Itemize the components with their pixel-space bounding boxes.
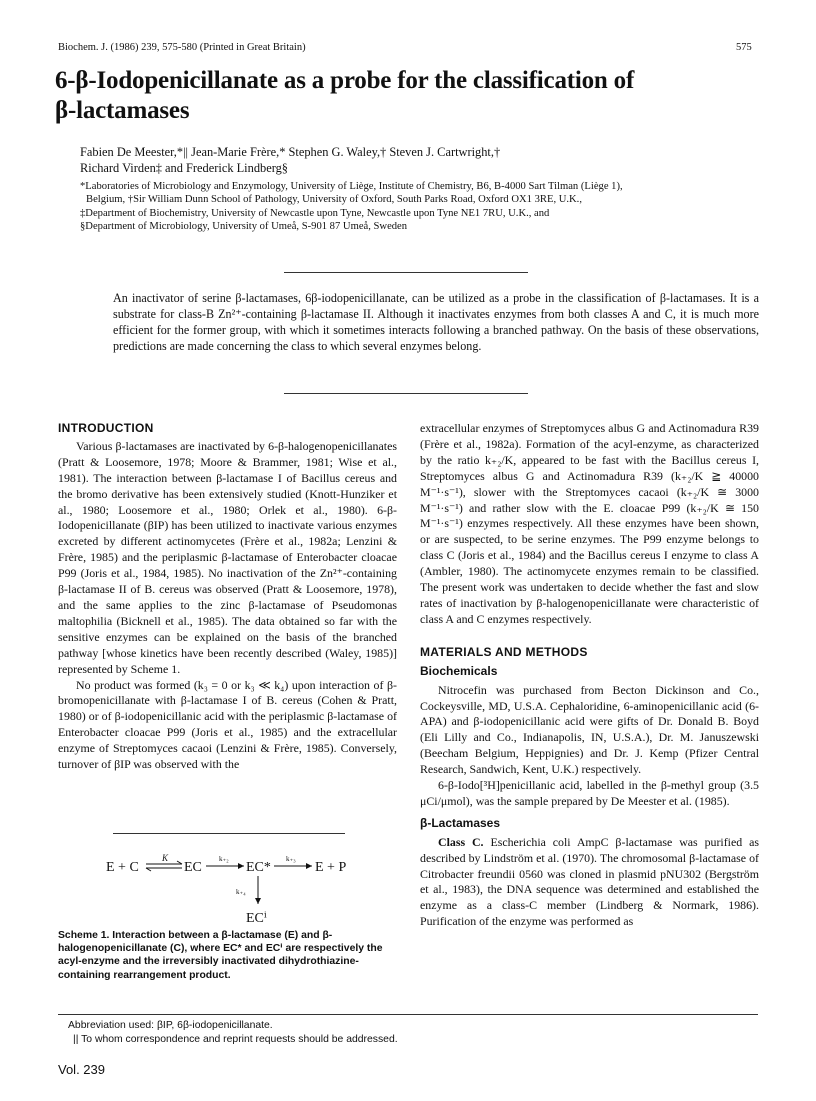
title-line-2: β-lactamases: [55, 97, 190, 124]
affiliation-line: Belgium, †Sir William Dunn School of Pathology, University of Oxford, South Parks Road, Oxford OX1 3RE, U.K.,: [86, 194, 582, 206]
right-column: [420, 421, 759, 930]
scheme-k-label: K: [162, 853, 169, 863]
intro-paragraph-1: Various β-lactamases are inactivated by 6-β-halogenopenicillanates (Pratt & Loosemore, 1978; Moore & Brammer, 1981; Wise et al., 1981). The interaction between β-lactamase I of Bacillus cereus and the bromo derivative has been extensively studied (Knott-Hunziker et al., 1980; Loosemore et al., 1980; Orlek et al., 1980). 6-β-Iodopenicillanate (βIP) has been utilized to inactivate various enzymes excreted by different actinomycetes (Frère et al., 1982a; Lenzini & Frère, 1985) and the periplasmic β-lactamase of Enterobacter cloacae P99 (Joris et al., 1984, 1985). No inactivation of the Zn²⁺-containing β-lactamase II of B. cereus was observed (Pratt & Loosemore, 1978), and the same applies to the zinc β-lactamase of Pseudomonas maltophilia (Bicknell et al., 1985). The data obtained so far with the sensitive enzymes can be explained on the basis of the branched pathway [whose kinetics have been recently described (Waley, 1985)] represented by Scheme 1.: [58, 438, 397, 676]
class-c-label: Class C.: [438, 834, 484, 849]
author-list: [80, 144, 770, 176]
subheading-beta-lactamases: β-Lactamases: [420, 815, 501, 830]
methods-paragraph-3: [420, 835, 759, 930]
paper-title: [55, 66, 755, 126]
page-number: 575: [736, 42, 752, 53]
scheme-1-caption: [58, 929, 400, 982]
scheme-ec-star: EC*: [246, 860, 271, 875]
left-column: [58, 421, 397, 773]
scheme-turnover-arrowhead: [306, 863, 312, 869]
methods-paragraph-2: 6-β-Iodo[³H]penicillanic acid, labelled in the β-methyl group (3.5 μCi/μmol), was the sample prepared by De Meester et al. (1985).: [420, 778, 759, 808]
methods-paragraph-1: Nitrocefin was purchased from Becton Dickinson and Co., Cockeysville, MD, U.S.A. Cephaloridine, 6-aminopenicillanic acid (6-APA) and β-iodopenicillanic acid were gifts of Dr. Donald B. Boyd (Eli Lilly and Co., Indianapolis, IN, U.S.A.), Dr. M. Januszewski (Beecham Belgium, Heppignies) and Dr. J. Kemp (Pfizer Central Research, Sandwich, Kent, U.K.) respectively.: [420, 682, 759, 777]
intro-paragraph-2: No product was formed (k₃ = 0 or k₃ ≪ k₄) upon interaction of β-bromopenicillanate with β-lactamase I of B. cereus (Cohen & Pratt, 1980) or of β-iodopenicillanic acid with the periplasmic β-lactamase of Enterobacter cloacae P99 (Joris et al., 1985) and the extracellular enzyme of Streptomyces cacaoi (Lenzini & Frère, 1985). Conversely, turnover of βIP was observed with the: [58, 677, 397, 772]
scheme-k2-label: k₊₂: [219, 855, 229, 863]
section-heading-methods: MATERIALS AND METHODS: [420, 644, 588, 659]
affiliations: [80, 180, 780, 234]
author-line-2: Richard Virden‡ and Frederick Lindberg§: [80, 161, 289, 175]
scheme-e-plus-p: E + P: [315, 860, 347, 875]
section-heading-introduction: INTRODUCTION: [58, 421, 154, 435]
scheme-rule: [113, 833, 345, 834]
scheme-1-diagram: [96, 842, 402, 926]
class-c-text: Escherichia coli AmpC β-lactamase was purified as described by Lindström et al. (1970). The chromosomal β-lactamase of Citrobacter freundii 0560 was cloned in plasmid pNU302 (Bergström et al., 1983), the DNA sequence was determined and established the enzyme as a class-C member (Lindberg & Normark, 1986). Purification of the enzyme was performed as: [420, 834, 759, 929]
caption-label: Scheme 1.: [58, 930, 110, 941]
footnote-rule: [58, 1014, 758, 1015]
scheme-k4-label: k₊₄: [236, 888, 246, 896]
caption-text: Interaction between a β-lactamase (E) and β-halogenopenicillanate (C), where EC* and ECⁱ are respectively the acyl-enzyme and the irreversibly inactivated dihydrothiazine-containing rearrangement product.: [58, 930, 383, 981]
footnote-abbreviation: Abbreviation used: βIP, 6β-iodopenicillanate.: [68, 1020, 273, 1031]
abstract-rule-top: [284, 272, 528, 273]
scheme-e-plus-c: E + C: [106, 860, 139, 875]
scheme-ec: EC: [184, 860, 202, 875]
subheading-biochemicals: Biochemicals: [420, 663, 498, 678]
scheme-k3-label: k₊₃: [286, 855, 296, 863]
scheme-inactivation-arrowhead: [255, 898, 261, 904]
abstract: An inactivator of serine β-lactamases, 6β-iodopenicillanate, can be utilized as a probe in the classification of β-lactamases. It is a substrate for class-B Zn²⁺-containing β-lactamase II. Although it inactivates enzymes from both classes A and C, it is much more efficient for the former group, with which it sometimes interacts following a branched pathway. On the basis of these observations, predictions are made concerning the class to which several enzymes belong.: [113, 291, 759, 353]
scheme-acylation-arrowhead: [238, 863, 244, 869]
affiliation-line: *Laboratories of Microbiology and Enzymology, University of Liège, Institute of Chemistry, B6, B-4000 Sart Tilman (Liège 1),: [80, 181, 623, 192]
abstract-rule-bottom: [284, 393, 528, 394]
volume-label: Vol. 239: [58, 1062, 105, 1077]
scheme-ec-i: ECⁱ: [246, 911, 267, 926]
affiliation-line: ‡Department of Biochemistry, University of Newcastle upon Tyne, Newcastle upon Tyne NE1 7RU, U.K., and: [80, 207, 550, 219]
affiliation-line: §Department of Microbiology, University of Umeå, S-901 87 Umeå, Sweden: [80, 221, 408, 233]
author-line-1: Fabien De Meester,*|| Jean-Marie Frère,* Stephen G. Waley,† Steven J. Cartwright,†: [80, 145, 501, 159]
footnote-correspondence: || To whom correspondence and reprint requests should be addressed.: [73, 1034, 398, 1045]
journal-citation: Biochem. J. (1986) 239, 575-580 (Printed in Great Britain): [58, 42, 306, 53]
title-line-1: 6-β-Iodopenicillanate as a probe for the classification of: [55, 67, 635, 94]
intro-paragraph-3: extracellular enzymes of Streptomyces albus G and Actinomadura R39 (Frère et al., 1982a). Formation of the acyl-enzyme, as characterized by the ratio k₊₂/K, appeared to be fast with the Bacillus cereus I, Streptomyces albus G and Actinomadura R39 (k₊₂/K ≧ 40000 M⁻¹·s⁻¹), slower with the Streptomyces cacaoi (k₊₂/K ≅ 3000 M⁻¹·s⁻¹) and rather slow with the E. cloacae P99 (k₊₂/K ≅ 150 M⁻¹·s⁻¹) enzymes respectively. All these enzymes have been shown, or are suspected, to be serine enzymes. The P99 enzyme belongs to class C (Joris et al., 1984) and the Bacillus cereus I enzyme to class A (Ambler, 1980). The actinomycete enzymes remain to be classified. The present work was undertaken to decide whether the fast and slow rates of inactivation by β-halogenopenicillanate were characteristic of class A and C enzymes respectively.: [420, 421, 759, 626]
